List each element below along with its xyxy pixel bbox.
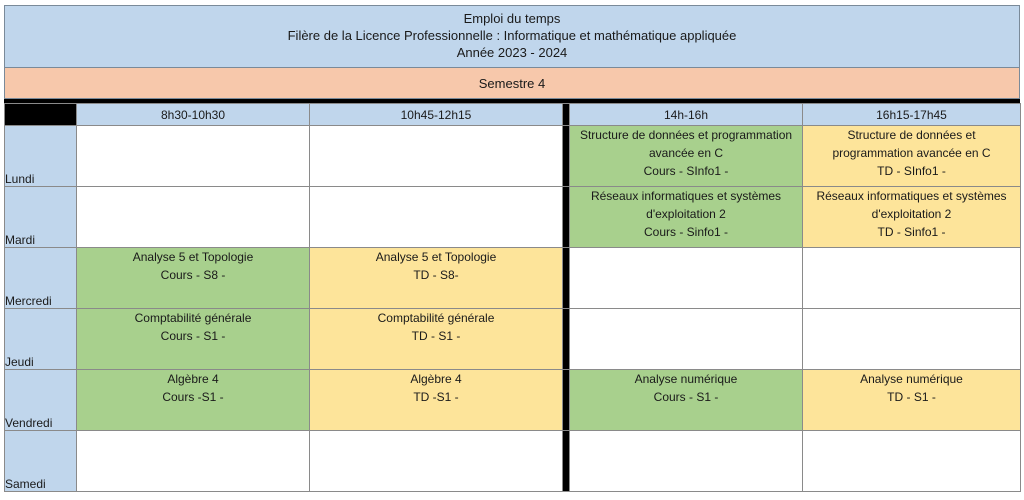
midday-separator <box>563 309 570 370</box>
course-line: TD - S1 - <box>887 390 936 404</box>
midday-separator <box>563 431 570 492</box>
academic-year: Année 2023 - 2024 <box>456 45 568 60</box>
course-line: d'exploitation 2 <box>646 207 726 221</box>
course-line: avancée en C <box>648 146 724 160</box>
timetable-title: Emploi du temps <box>463 11 561 26</box>
course-line: Cours - SInfo1 - <box>643 164 729 178</box>
course-line: d'exploitation 2 <box>871 207 952 221</box>
slot-header: 8h30-10h30 <box>77 104 310 126</box>
empty-slot <box>570 309 803 370</box>
course-line: Analyse numérique <box>860 372 963 386</box>
timetable-header <box>4 5 1020 68</box>
day-label: Lundi <box>5 126 77 187</box>
course-line: TD - Sinfo1 - <box>877 225 946 239</box>
day-row <box>5 126 1021 187</box>
day-row <box>5 431 1021 492</box>
day-row <box>5 309 1021 370</box>
empty-slot <box>77 126 310 187</box>
midday-separator <box>563 187 570 248</box>
course-line: Analyse 5 et Topologie <box>375 250 497 264</box>
empty-slot <box>310 431 563 492</box>
course-line: Cours - S1 - <box>160 329 226 343</box>
day-label: Samedi <box>5 431 77 492</box>
timetable-grid <box>4 103 1021 492</box>
course-lecture-cell <box>570 370 803 431</box>
midday-separator <box>563 248 570 309</box>
course-line: Cours - S8 - <box>160 268 226 282</box>
course-line: Comptabilité générale <box>377 311 495 325</box>
course-td-cell <box>803 370 1021 431</box>
program-title: Filère de la Licence Professionnelle : Informatique et mathématique appliquée <box>287 28 737 43</box>
empty-slot <box>310 126 563 187</box>
course-line: Algèbre 4 <box>410 372 462 386</box>
course-line: Analyse numérique <box>634 372 738 386</box>
midday-separator-header <box>563 104 570 126</box>
day-label: Mercredi <box>5 248 77 309</box>
day-row <box>5 370 1021 431</box>
course-line: Réseaux informatiques et systèmes <box>816 189 1007 203</box>
slot-header-row <box>5 104 1021 126</box>
course-line: Structure de données et programmation <box>579 128 793 142</box>
slot-header: 10h45-12h15 <box>310 104 563 126</box>
course-td-cell <box>310 370 563 431</box>
day-label: Jeudi <box>5 309 77 370</box>
course-lecture-cell <box>77 309 310 370</box>
day-label: Vendredi <box>5 370 77 431</box>
day-label: Mardi <box>5 187 77 248</box>
empty-slot <box>77 187 310 248</box>
course-line: programmation avancée en C <box>832 146 991 160</box>
course-td-cell <box>310 309 563 370</box>
course-lecture-cell <box>77 248 310 309</box>
slot-header: 14h-16h <box>570 104 803 126</box>
empty-slot <box>570 431 803 492</box>
midday-separator <box>563 126 570 187</box>
day-row <box>5 248 1021 309</box>
empty-slot <box>803 431 1021 492</box>
day-row <box>5 187 1021 248</box>
course-line: Cours - S1 - <box>653 390 719 404</box>
course-line: Analyse 5 et Topologie <box>132 250 254 264</box>
midday-separator <box>563 370 570 431</box>
course-line: TD - S8- <box>413 268 459 282</box>
timetable-sheet <box>4 5 1020 492</box>
course-lecture-cell <box>570 126 803 187</box>
course-lecture-cell <box>570 187 803 248</box>
course-td-cell <box>803 187 1021 248</box>
empty-slot <box>803 309 1021 370</box>
course-line: TD - SInfo1 - <box>877 164 946 178</box>
course-td-cell <box>310 248 563 309</box>
empty-slot <box>310 187 563 248</box>
slot-header: 16h15-17h45 <box>803 104 1021 126</box>
course-line: Structure de données et <box>847 128 976 142</box>
empty-slot <box>803 248 1021 309</box>
semester-banner: Semestre 4 <box>4 68 1020 99</box>
course-line: Réseaux informatiques et systèmes <box>590 189 782 203</box>
course-lecture-cell <box>77 370 310 431</box>
course-line: TD - S1 - <box>411 329 461 343</box>
course-line: Algèbre 4 <box>167 372 219 386</box>
corner-cell <box>5 104 77 126</box>
course-td-cell <box>803 126 1021 187</box>
course-line: TD -S1 - <box>413 390 459 404</box>
empty-slot <box>570 248 803 309</box>
course-line: Cours -S1 - <box>162 390 224 404</box>
course-line: Cours - Sinfo1 - <box>643 225 729 239</box>
empty-slot <box>77 431 310 492</box>
course-line: Comptabilité générale <box>134 311 252 325</box>
